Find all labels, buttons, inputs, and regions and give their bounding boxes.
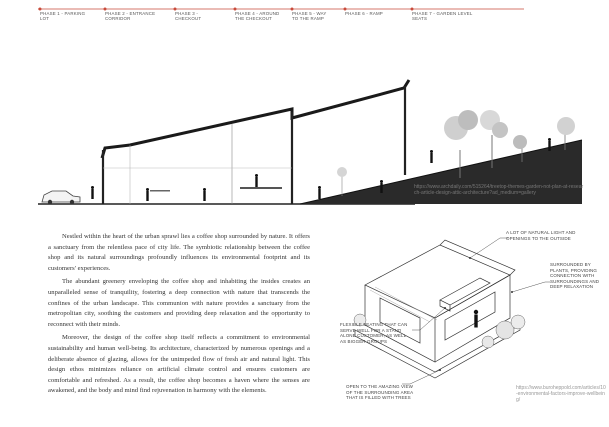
- phase-label-5: PHASE 5 - WAY TO THE RAMP: [292, 11, 327, 21]
- roof-edge: [440, 240, 515, 275]
- phase-label-4: PHASE 4 - AROUND THE CHECKOUT: [235, 11, 280, 21]
- phase-label-7: PHASE 7 - GARDEN LEVEL SEATS: [412, 11, 473, 21]
- phase-label-1: PHASE 1 - PARKING LOT: [40, 11, 86, 21]
- building-section-drawing: [0, 60, 609, 220]
- phase-label-6: PHASE 6 - RAMP: [345, 11, 383, 16]
- leader-plants: [512, 282, 550, 292]
- phase-label-2: PHASE 2 - ENTRANCE CORRIDOR: [105, 11, 156, 21]
- paragraph-1: Nestled within the heart of the urban sprawl lies a coffee shop surrounded by nature. It offers a sanctuary from the relentless pace of city life. The symbiotic relationship between the coffee shop and its natural surroundings profoundly influences its environmental footprint and its customers' experiences.: [48, 233, 310, 272]
- leader-seating: [412, 308, 445, 330]
- counter: [240, 187, 282, 189]
- paragraph-2: The abundant greenery enveloping the coffee shop and inhabiting the insides creates an unparalleled sense of tranquility, fostering a deep connection with nature that transcends the confines of the urban landscape. This communion with nature provides a sanctuary from the metropolitan city, soothing the customers and providing deep relaxation and the opportunity to reconnect with their minds.: [48, 278, 310, 328]
- side-wall: [435, 275, 510, 362]
- side-opening: [445, 292, 495, 340]
- note-natural-light: A LOT OF NATURAL LIGHT AND OPENINGS TO THE OUTSIDE: [506, 230, 576, 241]
- detail-source-url[interactable]: https://www.buroheppold.com/articles/10-environmental-factors-improve-wellbeing/: [516, 385, 606, 403]
- body-text: [48, 232, 310, 400]
- note-flexible-seating: FLEXIBLE SEATING THAT CAN SERVE WELL FOR A STAND ALONE CUSTOMER, AS WELL AS BIGGER GROUPS: [340, 322, 408, 344]
- leader-view: [402, 370, 440, 384]
- leader-light: [470, 238, 508, 258]
- paragraph-3: Moreover, the design of the coffee shop itself reflects a commitment to environmental sustainability and human well-being. Its architecture, characterized by numerous openings and a deliberate absence of glazing, allows for the unimpeded flow of fresh air and natural light. This design ethos minimizes reliance on artificial climate control and ensures customers are comfortable and refreshed. As a result, the coffee shop becomes a haven where the senses are awakened, and the body and mind find rejuvenation in harmony with the elements.: [48, 334, 310, 395]
- note-open-view: OPEN TO THE AMAZING VIEW OF THE SURROUNDING AREA THAT IS FILLED WITH TREES: [346, 384, 413, 401]
- section-source-url[interactable]: https://www.archdaily.com/515264/treetop-themes-garden-not-plan-at-research-article-design-attic-architecture?ad_medium=gallery: [414, 184, 584, 196]
- note-surrounding-plants: SURROUNDED BY PLANTS, PROVIDING CONNECTION WITH SURROUNDINGS AND DEEP RELAXATION: [550, 262, 600, 290]
- table: [150, 190, 170, 192]
- roof-line: [102, 80, 409, 158]
- roof-plane: [365, 245, 510, 318]
- car: [42, 191, 80, 204]
- phase-timeline: [0, 0, 609, 34]
- person: [474, 310, 478, 328]
- phase-label-3: PHASE 3 - CHECKOUT: [175, 11, 202, 21]
